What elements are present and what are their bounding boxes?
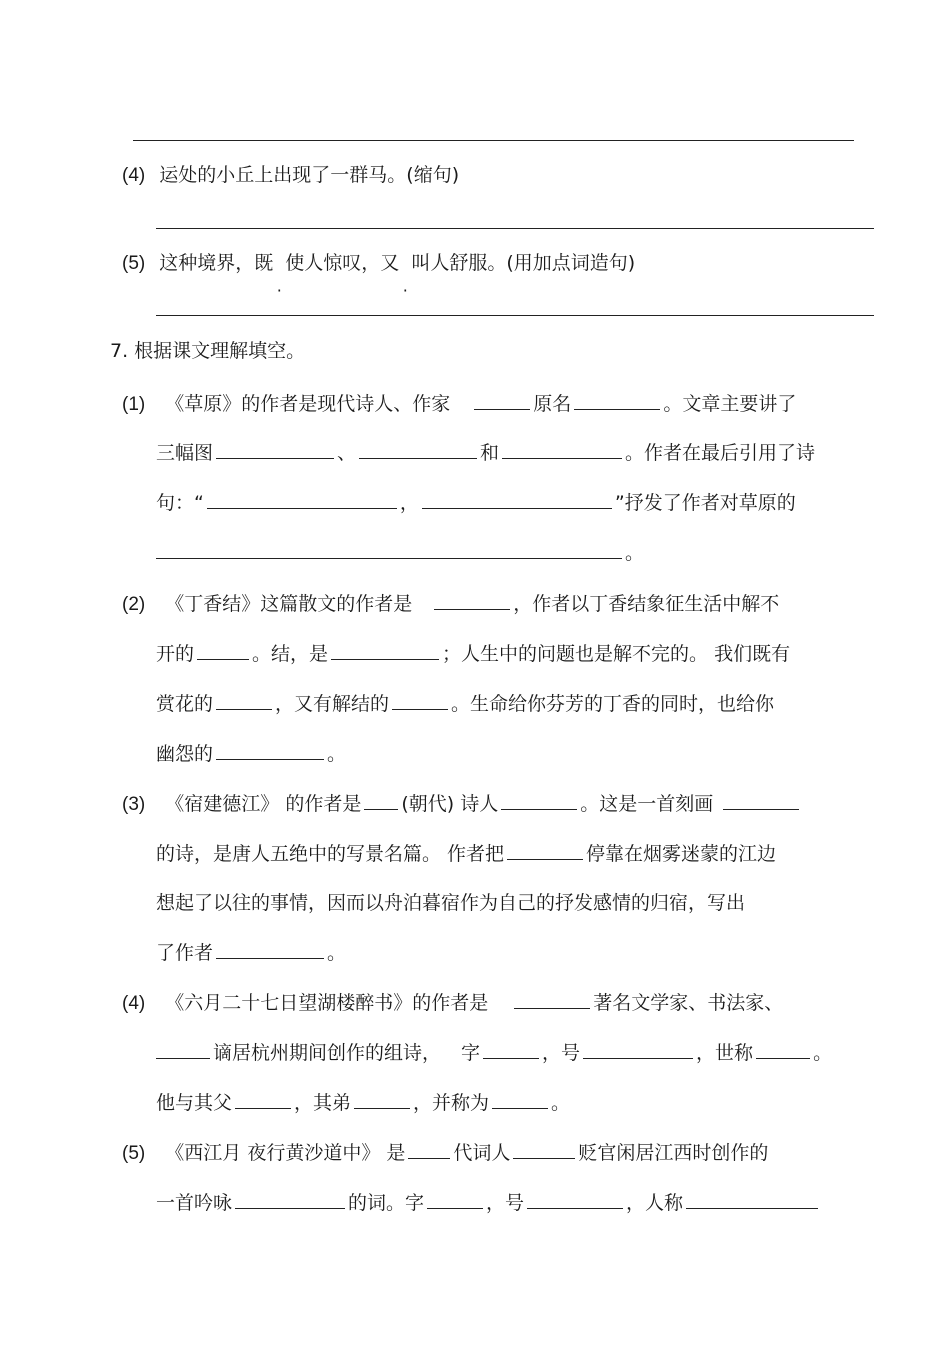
fill-blank[interactable]: [359, 440, 477, 459]
fill-blank[interactable]: [427, 1190, 483, 1209]
fill-blank[interactable]: [574, 391, 660, 410]
answer-line[interactable]: [156, 315, 874, 316]
q6-item-5: [122, 250, 635, 277]
fill-blank[interactable]: [216, 741, 324, 760]
question-7-title: 7. 根据课文理解填空。: [110, 340, 306, 362]
fill-blank[interactable]: [723, 791, 799, 810]
text: 《草原》的作者是现代诗人、作家: [165, 393, 451, 415]
text: 、: [337, 442, 357, 464]
text: 。: [625, 542, 645, 564]
q7-item-3-line-3: 想起了以往的事情，因而以舟泊暮宿作为自己的抒发感情的归宿，写出: [156, 892, 746, 914]
text: ，其弟: [294, 1092, 352, 1114]
fill-blank[interactable]: [507, 841, 583, 860]
fill-blank[interactable]: [235, 1090, 291, 1109]
q7-item-1-line-4: [156, 540, 644, 566]
q7-item-4-line-1: [122, 990, 783, 1017]
text: ，号: [542, 1042, 581, 1064]
item-text-part: 叫人舒服。(用加点词造句): [411, 252, 636, 274]
text: 开的: [156, 643, 195, 665]
fill-blank[interactable]: [514, 990, 590, 1009]
text: 字: [461, 1042, 481, 1064]
text: 。作者在最后引用了诗: [625, 442, 816, 464]
fill-blank[interactable]: [483, 1040, 539, 1059]
text: 赏花的: [156, 693, 214, 715]
text: 著名文学家、书法家、: [593, 992, 784, 1014]
fill-blank[interactable]: [686, 1190, 818, 1209]
fill-blank[interactable]: [583, 1040, 693, 1059]
text: 《宿建德江》 的作者是: [165, 793, 362, 815]
q6-item-4: [122, 162, 459, 189]
text: 停靠在烟雾迷蒙的江边: [586, 843, 777, 865]
fill-blank[interactable]: [527, 1190, 623, 1209]
text: ，人称: [626, 1192, 684, 1214]
fill-blank[interactable]: [235, 1190, 345, 1209]
text: 代词人: [453, 1142, 511, 1164]
answer-line[interactable]: [133, 140, 854, 141]
text: 。: [813, 1042, 833, 1064]
fill-blank[interactable]: [216, 691, 272, 710]
fill-blank[interactable]: [501, 791, 577, 810]
text: 了作者: [156, 942, 214, 964]
text: 一首吟咏: [156, 1192, 233, 1214]
fill-blank[interactable]: [216, 940, 324, 959]
text: 《六月二十七日望湖楼醉书》的作者是: [165, 992, 489, 1014]
text: 贬官闲居江西时创作的: [578, 1142, 769, 1164]
text: (朝代) 诗人: [401, 793, 499, 815]
answer-line[interactable]: [156, 228, 874, 229]
q7-item-2-line-3: [156, 691, 774, 717]
text: 《丁香结》这篇散文的作者是: [165, 593, 413, 615]
item-number: (2): [122, 594, 146, 615]
q7-item-1-line-2: [156, 440, 815, 466]
q7-item-3-line-1: [122, 791, 802, 818]
q7-item-2-line-4: [156, 741, 346, 767]
fill-blank[interactable]: [474, 391, 530, 410]
fill-blank[interactable]: [502, 440, 622, 459]
text: 的诗，是唐人五绝中的写景名篇。 作者把: [156, 843, 505, 865]
fill-blank[interactable]: [756, 1040, 810, 1059]
q7-item-2-line-2: [156, 641, 790, 667]
fill-blank[interactable]: [197, 641, 249, 660]
q7-item-5-line-2: [156, 1190, 821, 1216]
fill-blank[interactable]: [392, 691, 448, 710]
item-text-part: 使人惊叹，又: [285, 252, 400, 274]
q7-item-1-line-3: [156, 490, 796, 516]
text: ，又有解结的: [275, 693, 390, 715]
fill-blank[interactable]: [216, 440, 334, 459]
text: 。: [327, 743, 347, 765]
item-text-part: 这种境界，既: [159, 252, 274, 274]
q7-item-5-line-1: [122, 1140, 768, 1167]
fill-blank[interactable]: [156, 1040, 210, 1059]
fill-blank[interactable]: [354, 1090, 410, 1109]
text: 他与其父: [156, 1092, 233, 1114]
text: ，作者以丁香结象征生活中解不: [513, 593, 780, 615]
fill-blank[interactable]: [492, 1090, 548, 1109]
item-number: (4): [122, 165, 146, 186]
fill-blank[interactable]: [434, 591, 510, 610]
q7-item-2-line-1: [122, 591, 779, 618]
text: ，: [399, 492, 419, 514]
text: 原名: [533, 393, 572, 415]
fill-blank[interactable]: [156, 540, 622, 559]
text: 谪居杭州期间创作的组诗，: [213, 1042, 442, 1064]
text: 三幅图: [156, 442, 214, 464]
text: 。这是一首刻画: [580, 793, 714, 815]
text: 《西江月 夜行黄沙道中》 是: [165, 1142, 406, 1164]
item-number: (4): [122, 993, 146, 1014]
text: 幽怨的: [156, 743, 214, 765]
fill-blank[interactable]: [513, 1140, 575, 1159]
text: 的词。字: [348, 1192, 425, 1214]
item-number: (5): [122, 253, 146, 274]
text: 和: [480, 442, 500, 464]
item-number: (3): [122, 794, 146, 815]
text: 。: [327, 942, 347, 964]
q7-item-3-line-4: [156, 940, 346, 966]
fill-blank[interactable]: [408, 1140, 450, 1159]
q7-item-4-line-3: [156, 1090, 570, 1116]
text: 句：“: [156, 492, 204, 514]
text: ，并称为: [413, 1092, 490, 1114]
item-number: (1): [122, 394, 146, 415]
text: ，号: [486, 1192, 525, 1214]
fill-blank[interactable]: [422, 490, 612, 509]
item-text: 运处的小丘上出现了一群马。(缩句): [159, 164, 460, 186]
text: 。生命给你芬芳的丁香的同时，也给你: [451, 693, 775, 715]
q7-item-3-line-2: [156, 841, 776, 867]
text: ；人生中的问题也是解不完的。 我们既有: [442, 643, 791, 665]
text: ”抒发了作者对草原的: [614, 492, 796, 514]
text: 。文章主要讲了: [663, 393, 797, 415]
fill-blank[interactable]: [364, 791, 398, 810]
item-number: (5): [122, 1143, 146, 1164]
q7-item-1-line-1: [122, 391, 796, 418]
text: ，世称: [696, 1042, 754, 1064]
fill-blank[interactable]: [331, 641, 439, 660]
text: 。结，是: [252, 643, 329, 665]
q7-item-4-line-2: [156, 1040, 832, 1066]
text: 。: [551, 1092, 571, 1114]
fill-blank[interactable]: [207, 490, 397, 509]
